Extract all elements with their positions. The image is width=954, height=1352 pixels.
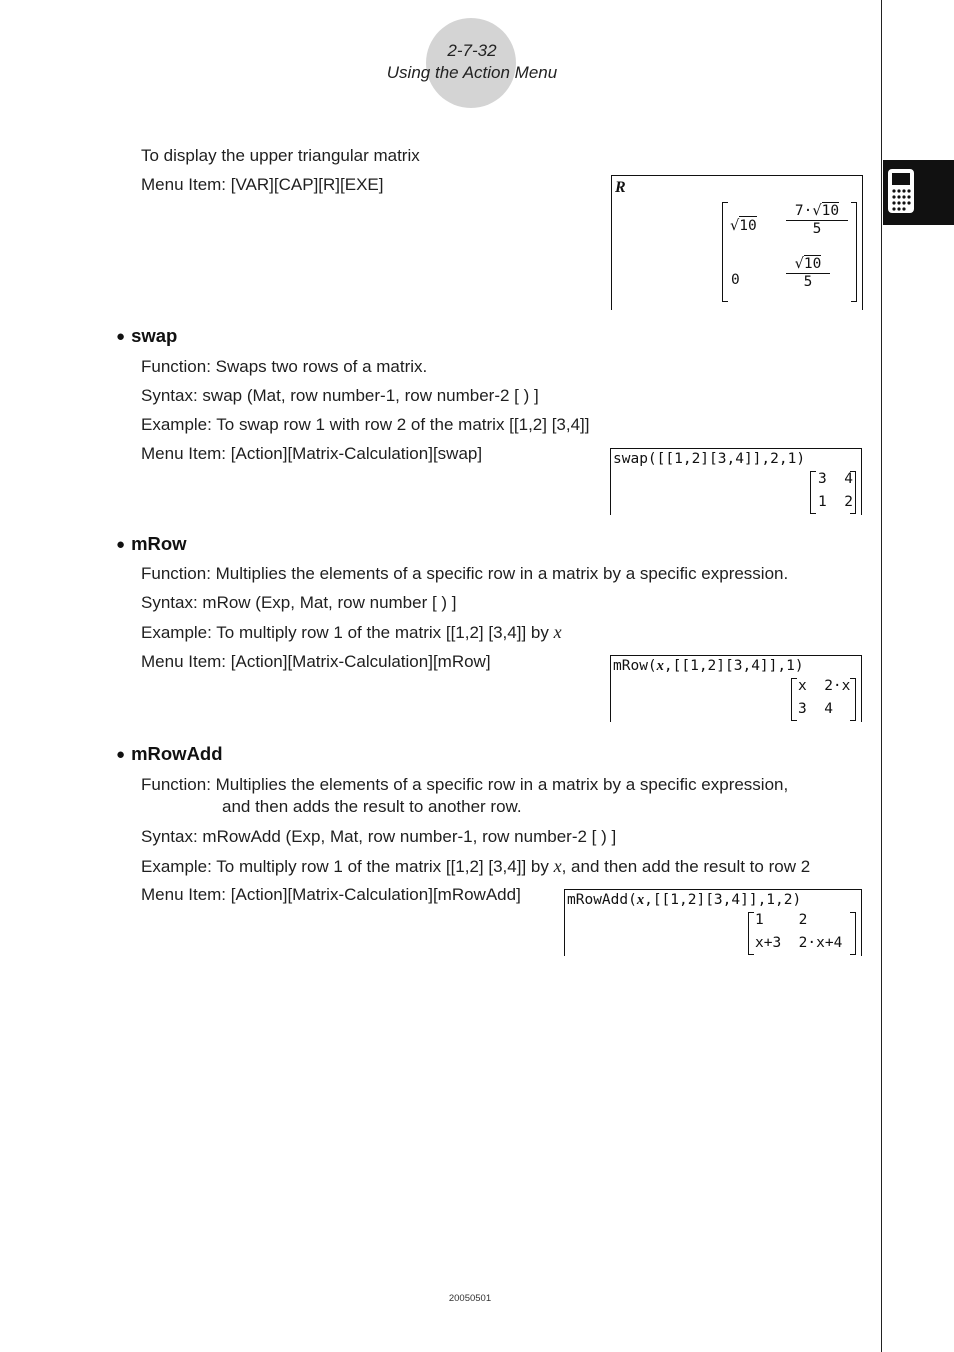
mrow-result-row2: 3 4 bbox=[798, 701, 833, 717]
mrowadd-screen-input: mRowAdd(x,[[1,2][3,4]],1,2) bbox=[567, 892, 802, 908]
calculator-icon bbox=[887, 168, 915, 214]
swap-screen-input: swap([[1,2][3,4]],2,1) bbox=[613, 451, 806, 467]
matrix-cell-12: 7·√10 5 bbox=[786, 203, 848, 237]
chapter-tab bbox=[883, 160, 954, 225]
mrow-function: Function: Multiplies the elements of a specific row in a matrix by a specific expression. bbox=[141, 564, 789, 583]
mrowadd-left-bracket bbox=[748, 912, 754, 955]
mrow-result-row1: x 2·x bbox=[798, 678, 851, 694]
swap-result-row2: 1 2 bbox=[818, 494, 853, 510]
bullet-icon: ● bbox=[116, 746, 126, 763]
mrowadd-right-bracket bbox=[850, 912, 856, 955]
calculator-screen-mrowadd bbox=[564, 889, 862, 956]
mrow-example: Example: To multiply row 1 of the matrix [[1,2] [3,4]] by x bbox=[141, 622, 562, 642]
mrowadd-menu-item: Menu Item: [Action][Matrix-Calculation][mRowAdd] bbox=[141, 885, 521, 904]
margin-rule bbox=[881, 0, 882, 1352]
swap-menu-item: Menu Item: [Action][Matrix-Calculation][swap] bbox=[141, 444, 483, 463]
matrix-cell-21: 0 bbox=[731, 272, 740, 288]
section-heading-swap: ● swap bbox=[116, 325, 178, 346]
mrowadd-example: Example: To multiply row 1 of the matrix [[1,2] [3,4]] by x, and then add the result to row 2 bbox=[141, 856, 811, 876]
section-heading-mrow: ● mRow bbox=[116, 533, 187, 554]
mrowadd-function-line1: Function: Multiplies the elements of a specific row in a matrix by a specific expression, bbox=[141, 775, 789, 794]
matrix-cell-11: √10 bbox=[730, 218, 757, 234]
mrowadd-syntax: Syntax: mRowAdd (Exp, Mat, row number-1, row number-2 [ ) ] bbox=[141, 827, 617, 846]
section-heading-mrowadd: ● mRowAdd bbox=[116, 743, 223, 764]
mrow-syntax: Syntax: mRow (Exp, Mat, row number [ ) ] bbox=[141, 593, 457, 612]
calculator-screen-mrow bbox=[610, 655, 862, 722]
mrowadd-result-row2: x+3 2·x+4 bbox=[755, 935, 843, 951]
mrow-left-bracket bbox=[791, 678, 797, 721]
calculator-screen-swap bbox=[610, 448, 862, 515]
mrow-screen-input: mRow(x,[[1,2][3,4]],1) bbox=[613, 658, 804, 674]
swap-example: Example: To swap row 1 with row 2 of the matrix [[1,2] [3,4]] bbox=[141, 415, 590, 434]
intro-description: To display the upper triangular matrix bbox=[141, 146, 420, 165]
swap-result-row1: 3 4 bbox=[818, 471, 853, 487]
swap-function: Function: Swaps two rows of a matrix. bbox=[141, 357, 428, 376]
swap-left-bracket bbox=[810, 471, 816, 514]
mrowadd-result-row1: 1 2 bbox=[755, 912, 808, 928]
mrowadd-function-line2: and then adds the result to another row. bbox=[222, 797, 522, 816]
matrix-right-bracket bbox=[851, 202, 857, 302]
page-number: 2-7-32 bbox=[447, 41, 497, 60]
footer-code: 20050501 bbox=[448, 1293, 492, 1304]
matrix-left-bracket bbox=[722, 202, 728, 302]
matrix-cell-22: √10 5 bbox=[786, 256, 830, 290]
calculator-screen-r bbox=[611, 175, 863, 310]
matrix-label: R bbox=[615, 179, 626, 196]
section-title: Using the Action Menu bbox=[386, 63, 558, 82]
swap-syntax: Syntax: swap (Mat, row number-1, row number-2 [ ) ] bbox=[141, 386, 539, 405]
bullet-icon: ● bbox=[116, 328, 126, 345]
mrow-right-bracket bbox=[850, 678, 856, 721]
bullet-icon: ● bbox=[116, 536, 126, 553]
mrow-menu-item: Menu Item: [Action][Matrix-Calculation][mRow] bbox=[141, 652, 491, 671]
intro-menu-item: Menu Item: [VAR][CAP][R][EXE] bbox=[141, 175, 384, 194]
